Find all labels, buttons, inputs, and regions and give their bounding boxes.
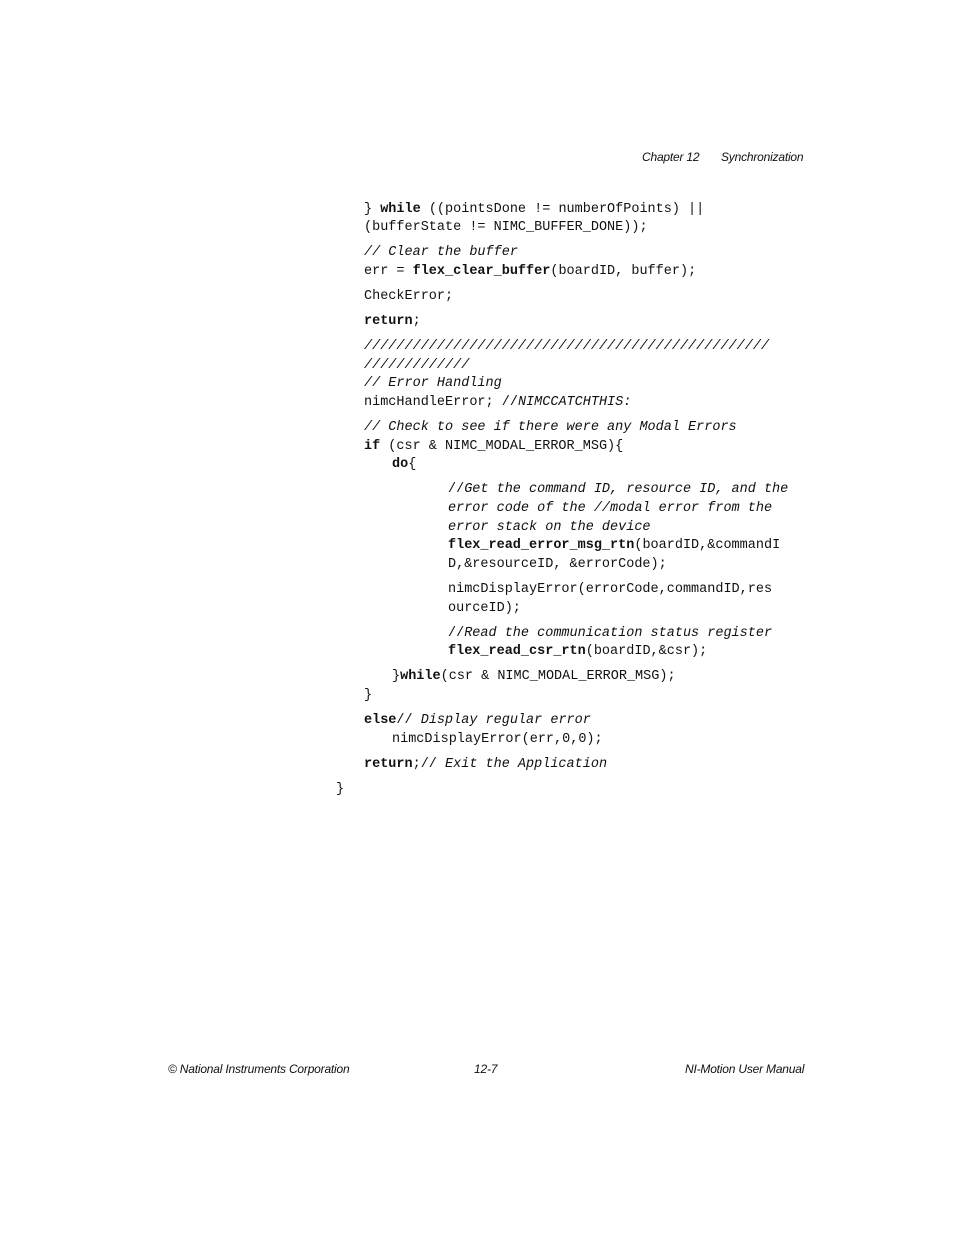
code-line: flex_read_error_msg_rtn(boardID,&commandI — [448, 538, 781, 553]
code-comment: //Get the command ID, resource ID, and the — [448, 482, 789, 497]
code-line: nimcHandleError; //NIMCCATCHTHIS: — [364, 395, 632, 410]
header-section-title: Synchronization — [721, 150, 804, 164]
code-comment: error code of the //modal error from the — [448, 501, 773, 516]
code-line: } — [336, 782, 345, 797]
code-comment: // Error Handling — [364, 376, 502, 391]
code-line: return; — [364, 314, 421, 329]
code-comment: // Clear the buffer — [364, 245, 518, 260]
code-line: nimcDisplayError(errorCode,commandID,res — [448, 582, 773, 597]
code-line: CheckError; — [364, 289, 454, 304]
code-line: return;// Exit the Application — [364, 757, 608, 772]
code-comment: // Check to see if there were any Modal Errors — [364, 420, 737, 435]
code-line: nimcDisplayError(err,0,0); — [392, 732, 603, 747]
code-line: else// Display regular error — [364, 713, 591, 728]
code-comment: ////////////////////////////////////////////////// — [364, 339, 770, 354]
code-line: err = flex_clear_buffer(boardID, buffer); — [364, 264, 697, 279]
code-comment: //Read the communication status register — [448, 626, 773, 641]
footer-copyright: © National Instruments Corporation — [168, 1062, 350, 1076]
code-line: ourceID); — [448, 601, 521, 616]
code-line: flex_read_csr_rtn(boardID,&csr); — [448, 644, 708, 659]
page-number: 12-7 — [474, 1062, 498, 1076]
code-line: D,&resourceID, &errorCode); — [448, 557, 667, 572]
code-line: } — [364, 688, 373, 703]
header-chapter: Chapter 12 — [642, 150, 700, 164]
code-line: (bufferState != NIMC_BUFFER_DONE)); — [364, 220, 648, 235]
code-line: do{ — [392, 457, 417, 472]
code-comment: ///////////// — [364, 358, 470, 373]
code-line: } while ((pointsDone != numberOfPoints) || — [364, 202, 705, 217]
footer-manual-title: NI-Motion User Manual — [685, 1062, 805, 1076]
code-line: if (csr & NIMC_MODAL_ERROR_MSG){ — [364, 439, 624, 454]
code-comment: error stack on the device — [448, 520, 651, 535]
code-line: }while(csr & NIMC_MODAL_ERROR_MSG); — [392, 669, 676, 684]
